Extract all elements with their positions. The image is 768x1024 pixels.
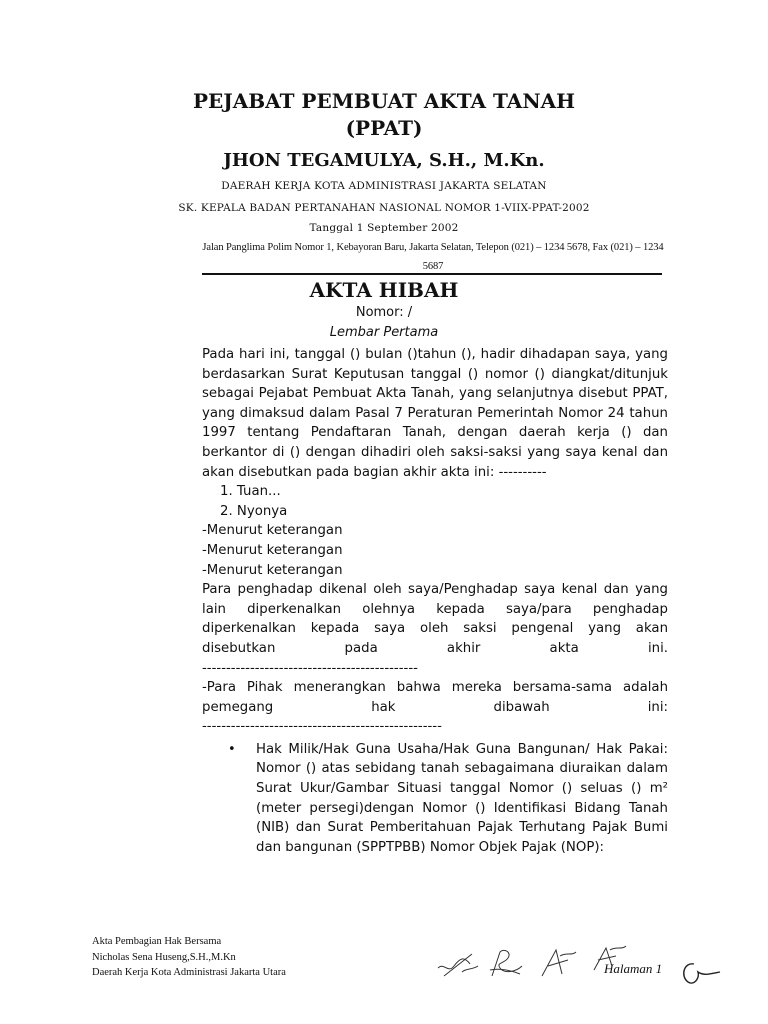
office-address: Jalan Panglima Polim Nomor 1, Kebayoran Baru, Jakarta Selatan, Telepon (021) – 1234 5678, Fax (021) – 1234 5687: [202, 242, 664, 272]
note-line: -Menurut keterangan: [202, 523, 343, 539]
rights-bullet: [202, 740, 668, 858]
work-area: DAERAH KERJA KOTA ADMINISTRASI JAKARTA SELATAN: [221, 180, 547, 192]
office-title-line2: (PPAT): [345, 116, 423, 140]
office-title: [0, 88, 768, 142]
paraf-signature-3: [538, 946, 580, 980]
known-paragraph: Para penghadap dikenal oleh saya/Penghadap saya kenal dan yang lain diperkenalkan olehnya kepada saya/para penghadap diperkenalkan kepada saya oleh saksi pengenal yang akan disebutkan pada akhir akta ini.: [202, 582, 668, 656]
ppat-name: JHON TEGAMULYA, S.H., M.Kn.: [223, 150, 545, 171]
note-line: -Menurut keterangan: [202, 542, 343, 558]
office-title-line1: PEJABAT PEMBUAT AKTA TANAH: [192, 89, 576, 113]
paraf-signature-1: [436, 948, 480, 982]
decree-line: SK. KEPALA BADAN PERTANAHAN NASIONAL NOMOR 1-VIIX-PPAT-2002: [178, 202, 590, 214]
party-item: 1. Tuan...: [220, 484, 281, 500]
note-line: -Menurut keterangan: [202, 562, 343, 578]
deed-copy-label: Lembar Pertama: [329, 325, 439, 340]
rights-paragraph: -Para Pihak menerangkan bahwa mereka bersama-sama adalah pemegang hak dibawah ini:: [202, 680, 668, 715]
footer-work-area: Daerah Kerja Kota Administrasi Jakarta Utara: [92, 967, 286, 978]
deed-body: [202, 345, 668, 857]
paraf-signature-5: [676, 956, 722, 990]
footer-official-name: Nicholas Sena Huseng,S.H.,M.Kn: [92, 951, 236, 963]
opening-paragraph: Pada hari ini, tanggal () bulan ()tahun (), hadir dihadapan saya, yang berdasarkan Surat Keputusan tanggal () nomor () diangkat/ditunjuk sebagai Pejabat Pembuat Akta Tanah, yang selanjutnya disebut PPAT, yang dimaksud dalam Pasal 7 Peraturan Pemerintah Nomor 24 tahun 1997 tentang Pendaftaran Tanah, dengan daerah kerja () dan berkantor di () dengan dihadiri oleh saksi-saksi yang saya kenal dan akan disebutkan pada bagian akhir akta ini: ----------: [202, 347, 668, 480]
party-item: 2. Nyonya: [220, 503, 288, 519]
paraf-signature-2: [486, 946, 526, 982]
header-divider: [202, 273, 662, 275]
page-footer: [92, 934, 286, 981]
bullet-icon: •: [228, 741, 236, 757]
dash-separator: ---------------------------------------------: [202, 660, 418, 676]
deed-title: AKTA HIBAH: [309, 278, 459, 302]
page-number: Halaman 1: [604, 961, 663, 976]
deed-number: Nomor: /: [355, 305, 413, 320]
dash-separator: --------------------------------------------------: [202, 719, 442, 735]
rights-bullet-text: Hak Milik/Hak Guna Usaha/Hak Guna Bangunan/ Hak Pakai: Nomor () atas sebidang tanah sebagaimana diuraikan dalam Surat Ukur/Gambar Situasi tanggal Nomor () seluas () m² (meter persegi)dengan Nomor () Identifikasi Bidang Tanah (NIB) dan Surat Pemberitahuan Pajak Terhutang Pajak Bumi dan bangunan (SPPTPBB) Nomor Objek Pajak (NOP):: [256, 741, 668, 855]
footer-document-name: Akta Pembagian Hak Bersama: [92, 936, 222, 947]
decree-date: Tanggal 1 September 2002: [309, 222, 459, 234]
